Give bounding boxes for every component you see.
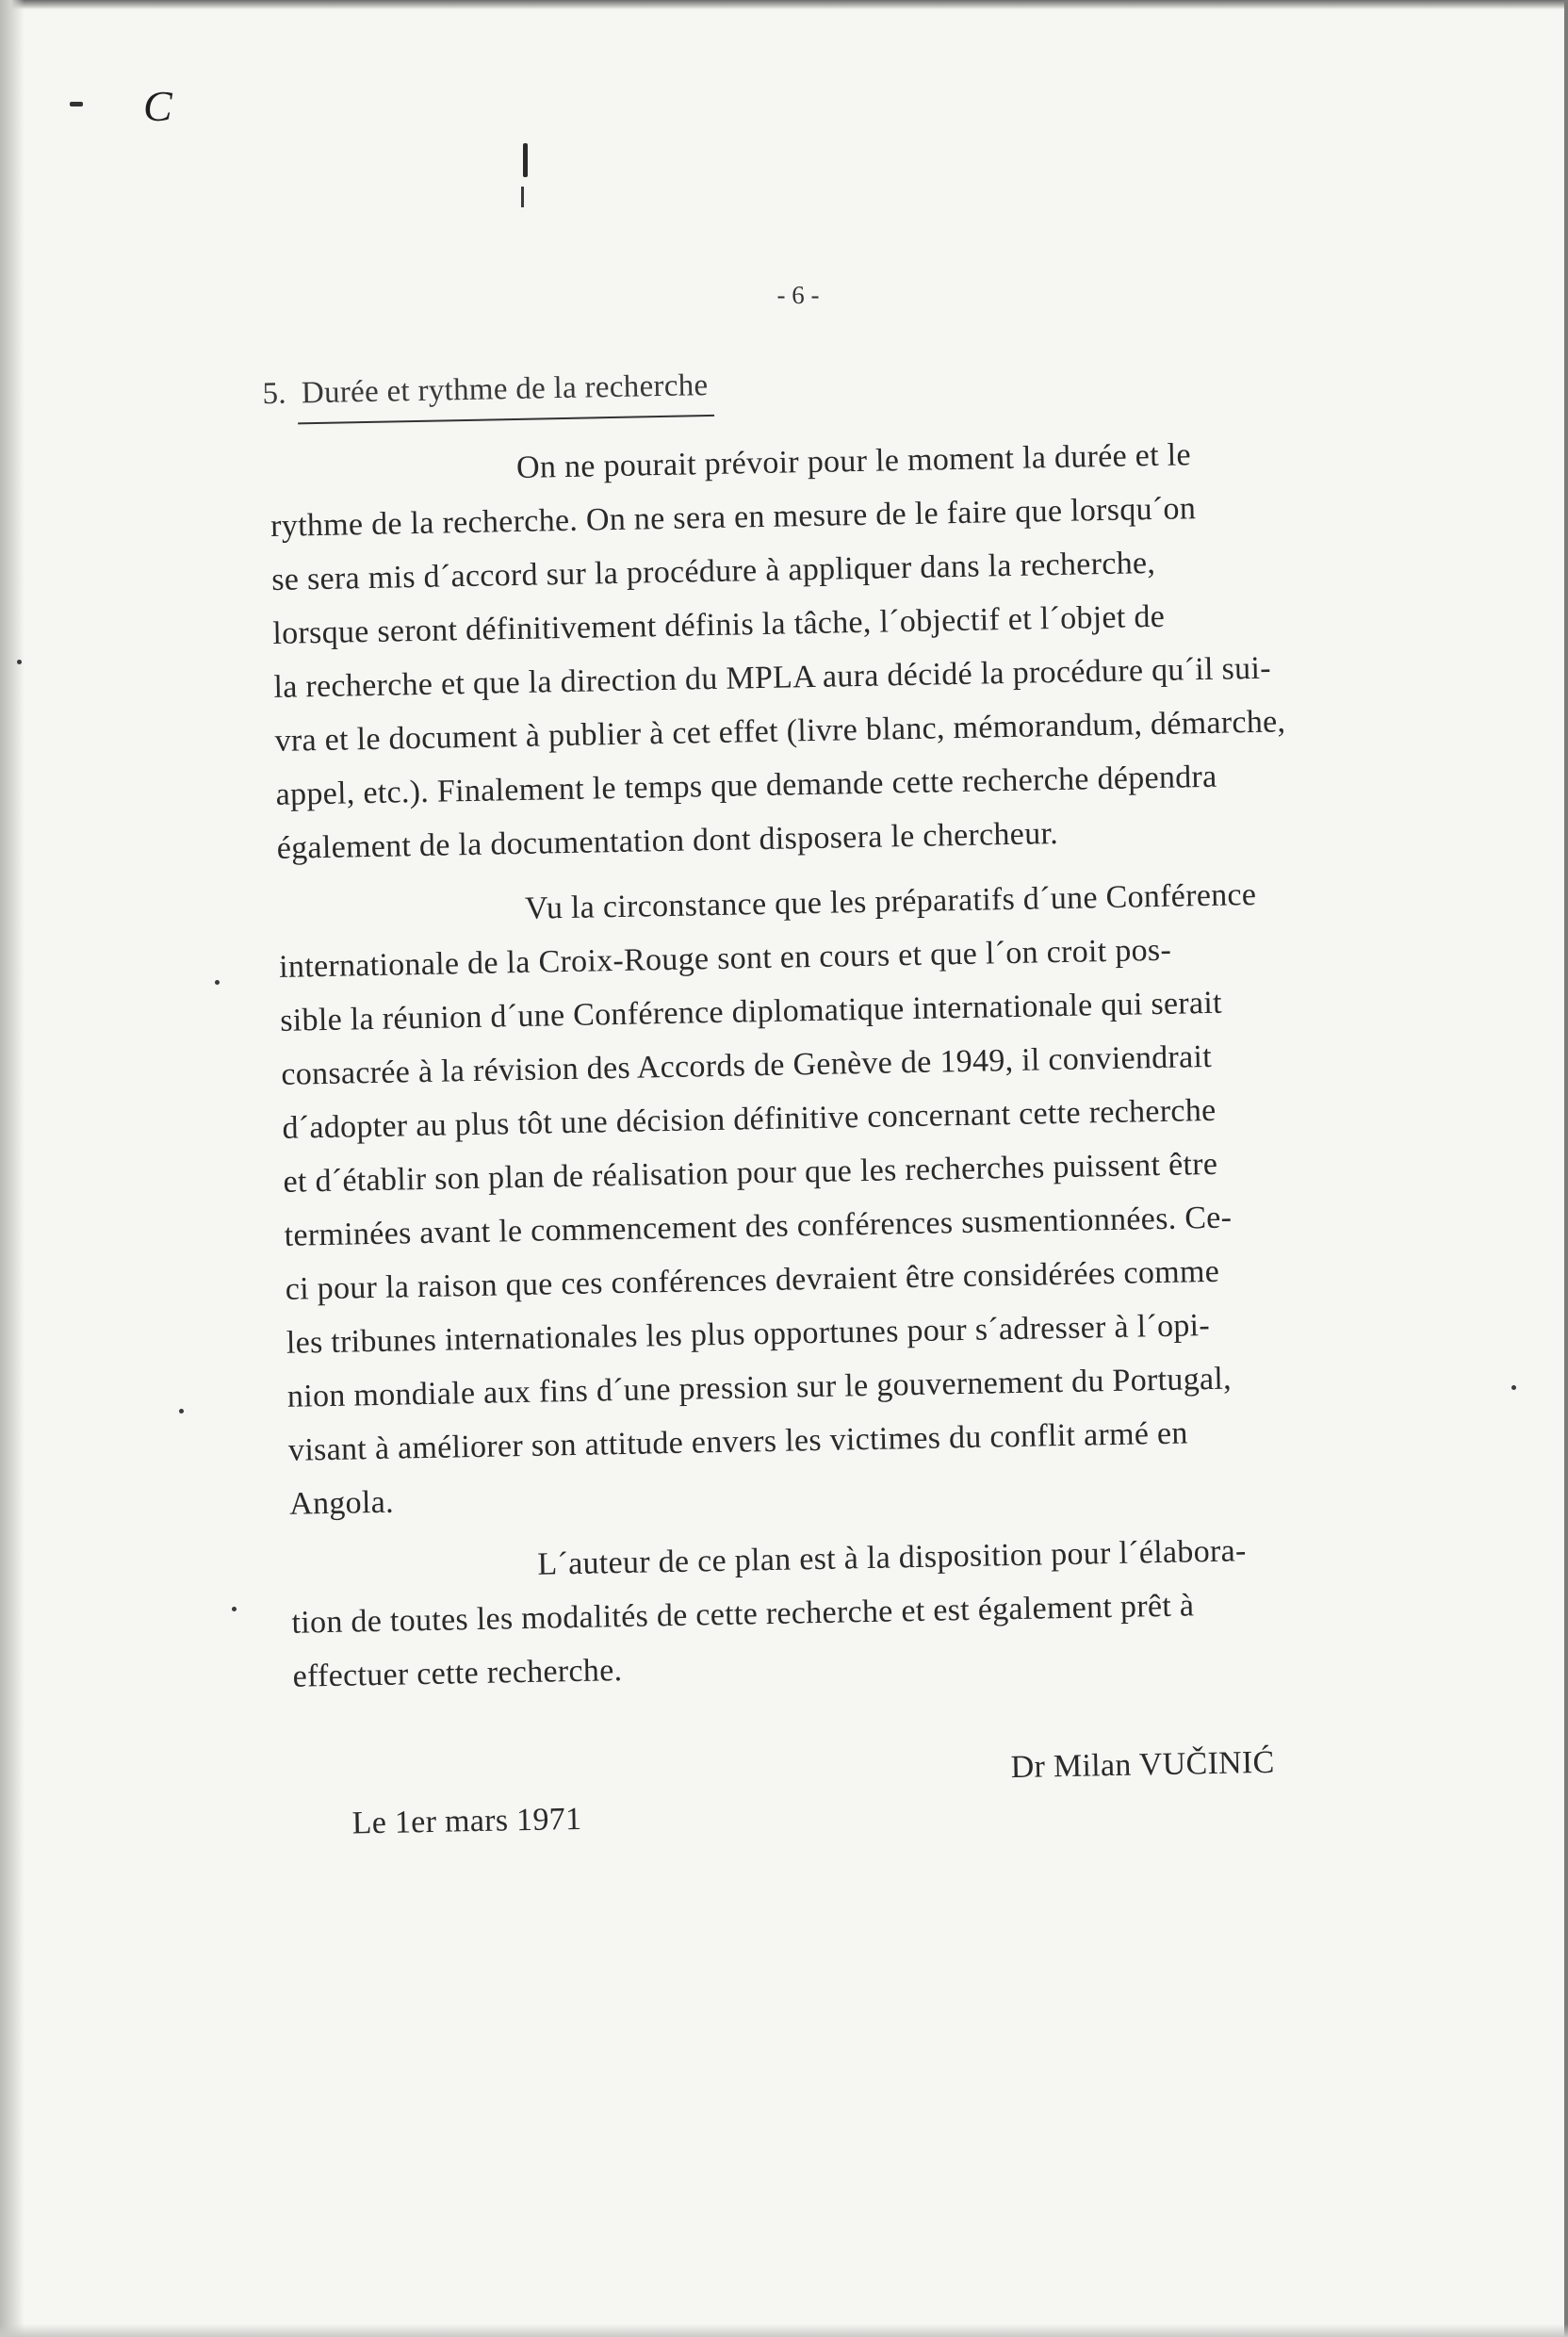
text-line: et d´établir son plan de réalisation pour que les recherches puissent être — [283, 1146, 1218, 1200]
text-line: visant à améliorer son attitude envers les victimes du conflit armé en — [287, 1415, 1189, 1468]
scan-edge-top — [0, 0, 1568, 9]
scan-speck — [232, 1607, 237, 1611]
text-line: se sera mis d´accord sur la procédure à appliquer dans la recherche, — [270, 545, 1156, 597]
text-line: ci pour la raison que ces conférences devraient être considérées comme — [285, 1253, 1220, 1307]
text-line: vra et le document à publier à cet effet (livre blanc, mémorandum, démarche, — [274, 704, 1286, 759]
text-line: consacrée à la révision des Accords de Genève de 1949, il conviendrait — [281, 1038, 1213, 1092]
paragraph-2 — [278, 862, 1553, 1531]
text-line: On ne pourait prévoir pour le moment la durée et le — [515, 437, 1192, 485]
scan-speck — [17, 660, 22, 664]
paragraph-3 — [290, 1518, 1556, 1704]
page-number: - 6 - — [776, 281, 820, 309]
text-line: internationale de la Croix-Rouge sont en cours et que l´on croit pos- — [278, 932, 1172, 985]
text-line: rythme de la recherche. On ne sera en mesure de le faire que lorsqu´on — [270, 491, 1197, 544]
author-signature: Dr Milan VUČINIĆ — [1010, 1744, 1275, 1786]
section-number: 5. — [262, 376, 287, 412]
text-line: lorsque seront définitivement définis la tâche, l´objectif et l´objet de — [272, 598, 1166, 651]
punch-mark-tail — [521, 187, 524, 207]
text-line: Angola. — [288, 1484, 395, 1522]
punch-mark — [523, 143, 528, 177]
paragraph-1 — [270, 421, 1541, 875]
section-title: Durée et rythme de la recherche — [297, 359, 714, 424]
scan-speck — [179, 1409, 184, 1414]
text-line: effectuer cette recherche. — [292, 1653, 623, 1694]
text-line: la recherche et que la direction du MPLA aura décidé la procédure qu´il sui- — [273, 650, 1272, 705]
margin-handwritten-mark: C — [143, 82, 172, 130]
scan-edge-bottom — [0, 2324, 1568, 2337]
text-line: terminées avant le commencement des conférences susmentionnées. Ce- — [284, 1200, 1233, 1253]
text-line: L´auteur de ce plan est à la disposition pour l´élabora- — [537, 1533, 1247, 1582]
text-line: sible la réunion d´une Conférence diplomatique internationale qui serait — [279, 985, 1223, 1038]
section-heading — [262, 343, 1531, 425]
text-line: également de la documentation dont disposera le chercheur. — [276, 815, 1059, 866]
text-line: nion mondiale aux fins d´une pression sur le gouvernement du Portugal, — [286, 1361, 1233, 1414]
text-line: tion de toutes les modalités de cette recherche et est également prêt à — [291, 1588, 1195, 1641]
margin-dash-mark — [70, 102, 83, 106]
document-date: Le 1er mars 1971 — [351, 1801, 582, 1841]
text-line: d´adopter au plus tôt une décision définitive concernant cette recherche — [282, 1092, 1217, 1146]
scan-edge-left — [0, 0, 24, 2337]
scan-speck — [215, 980, 220, 985]
signature-block — [294, 1730, 1558, 1841]
text-line: appel, etc.). Finalement le temps que demande cette recherche dépendra — [275, 759, 1217, 812]
text-line: les tribunes internationales les plus opportunes pour s´adresser à l´opi- — [286, 1307, 1211, 1361]
document-body — [262, 343, 1559, 1841]
text-line: Vu la circonstance que les préparatifs d´une Conférence — [524, 876, 1257, 926]
scan-edge-right — [1564, 0, 1568, 2337]
